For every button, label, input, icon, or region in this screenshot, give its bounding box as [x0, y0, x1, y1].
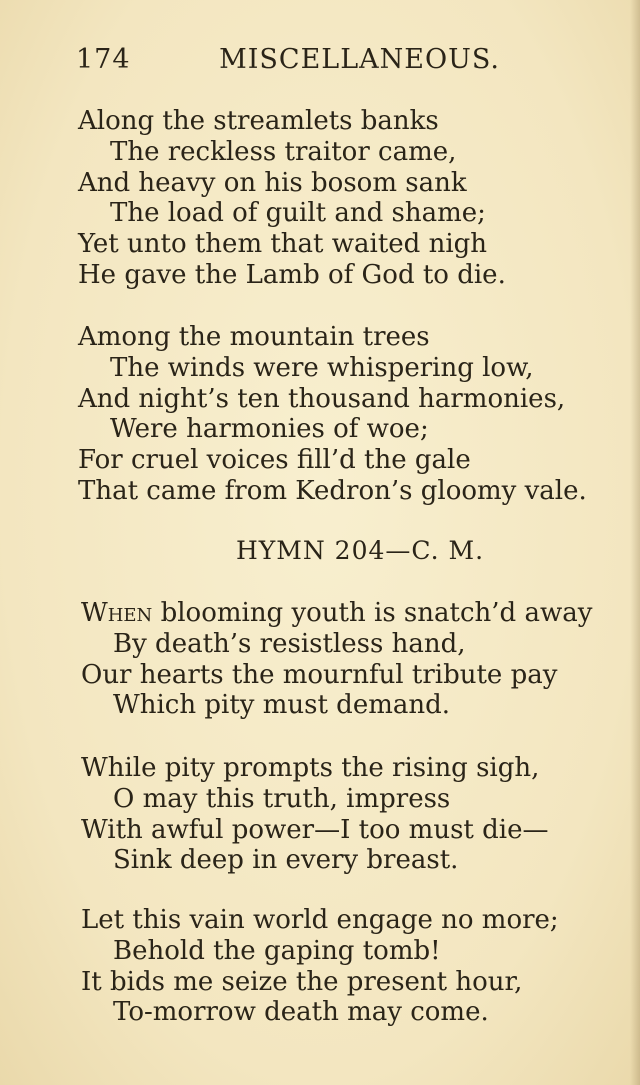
stanza-line: The reckless traitor came,	[110, 136, 457, 167]
stanza-line: Which pity must demand.	[113, 690, 451, 721]
stanza-2	[78, 322, 587, 507]
stanza-line: While pity prompts the rising sigh,	[81, 753, 540, 783]
stanza-first-line	[81, 598, 592, 629]
stanza-line: For cruel voices fill’d the gale	[78, 445, 471, 476]
hymn-heading: HYMN 204—C. M.	[235, 536, 485, 565]
running-head	[76, 44, 500, 80]
stanza-line: It bids me seize the present hour,	[81, 966, 523, 997]
stanza-line: Sink deep in every breast.	[113, 845, 459, 876]
stanza-line: The winds were whispering low,	[110, 352, 534, 383]
stanza-line: With awful power—I too must die—	[81, 814, 549, 845]
stanza-line: Yet unto them that waited nigh	[78, 229, 488, 260]
hymn-stanza-1	[81, 598, 592, 721]
stanza-line: Our hearts the mournful tribute pay	[81, 659, 558, 690]
page-number: 174	[76, 44, 131, 75]
first-line-rest: blooming youth is snatch’d away	[152, 598, 593, 628]
section-title: MISCELLANEOUS.	[219, 44, 500, 75]
stanza-line: He gave the Lamb of God to die.	[78, 259, 506, 290]
lead-word: When	[81, 598, 153, 628]
stanza-line: And night’s ten thousand harmonies,	[78, 383, 566, 414]
hymn-stanza-3	[81, 905, 559, 1028]
stanza-line: The load of guilt and shame;	[110, 198, 486, 229]
stanza-line: And heavy on his bosom sank	[78, 167, 467, 198]
stanza-line: Along the streamlets banks	[78, 106, 439, 136]
stanza-1	[78, 106, 506, 291]
stanza-line: That came from Kedron’s gloomy vale.	[78, 475, 587, 506]
stanza-line: Were harmonies of woe;	[110, 414, 429, 445]
stanza-line: O may this truth, impress	[113, 783, 451, 814]
stanza-line: To-morrow death may come.	[113, 997, 489, 1028]
stanza-line: Behold the gaping tomb!	[113, 935, 441, 966]
hymn-stanza-2	[81, 753, 548, 876]
stanza-line: Let this vain world engage no more;	[81, 905, 559, 935]
stanza-line: By death’s resistless hand,	[113, 628, 466, 659]
stanza-line: Among the mountain trees	[78, 322, 430, 352]
